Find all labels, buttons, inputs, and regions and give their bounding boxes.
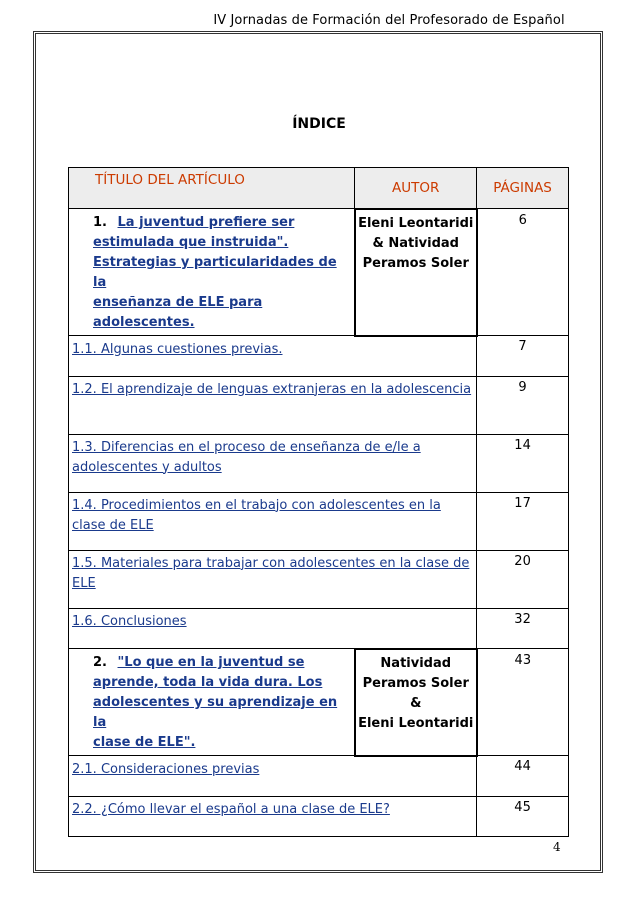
section-title[interactable] xyxy=(69,550,477,608)
toc-table xyxy=(68,167,569,837)
section-pages: 7 xyxy=(477,336,569,377)
article-row-2 xyxy=(69,649,569,756)
article-row-1 xyxy=(69,209,569,336)
section-row xyxy=(69,376,569,434)
section-link[interactable]: 1.3. Diferencias en el proceso de enseñanza de e/le a adolescentes y adultos xyxy=(72,439,421,475)
author-line: Eleni Leontaridi xyxy=(358,715,474,731)
article-2-title-line[interactable]: "Lo que en la juventud se xyxy=(117,655,305,670)
section-pages: 17 xyxy=(477,492,569,550)
author-line: Natividad xyxy=(380,655,452,671)
article-1-author xyxy=(355,209,477,336)
header-author: AUTOR xyxy=(355,168,477,209)
section-row xyxy=(69,336,569,377)
section-link[interactable]: 1.4. Procedimientos en el trabajo con adolescentes en la clase de ELE xyxy=(72,497,441,533)
author-line: Eleni Leontaridi xyxy=(358,215,474,231)
section-link[interactable]: 1.2. El aprendizaje de lenguas extranjeras en la adolescencia xyxy=(72,381,472,397)
article-1-title-line[interactable]: Estrategias y particularidades de la xyxy=(93,255,337,290)
author-line: Peramos Soler & xyxy=(362,675,469,711)
section-row xyxy=(69,608,569,649)
article-1-number: 1. xyxy=(93,215,107,230)
header-pages: PÁGINAS xyxy=(477,168,569,209)
header-title: TÍTULO DEL ARTÍCULO xyxy=(69,168,355,209)
section-link[interactable]: 2.2. ¿Cómo llevar el español a una clase de ELE? xyxy=(72,801,390,817)
section-row xyxy=(69,492,569,550)
index-title: ÍNDICE xyxy=(292,116,346,132)
author-line: & Natividad xyxy=(372,235,459,251)
running-header: IV Jornadas de Formación del Profesorado de Español xyxy=(213,13,565,28)
section-title[interactable] xyxy=(69,756,477,797)
table-header-row xyxy=(69,168,569,209)
section-pages: 20 xyxy=(477,550,569,608)
article-2-title-line[interactable]: aprende, toda la vida dura. Los xyxy=(93,675,323,690)
article-1-title-line[interactable]: La juventud prefiere ser xyxy=(117,215,295,230)
section-pages: 32 xyxy=(477,608,569,649)
article-1-title-line[interactable]: estimulada que instruida". xyxy=(93,235,289,250)
section-link[interactable]: 1.6. Conclusiones xyxy=(72,613,187,629)
section-title[interactable] xyxy=(69,796,477,836)
section-pages: 9 xyxy=(477,376,569,434)
section-title[interactable] xyxy=(69,434,477,492)
article-2-title[interactable] xyxy=(69,649,355,756)
section-title[interactable] xyxy=(69,376,477,434)
section-pages: 45 xyxy=(477,796,569,836)
section-row xyxy=(69,796,569,836)
article-1-pages: 6 xyxy=(477,209,569,336)
section-link[interactable]: 1.5. Materiales para trabajar con adolescentes en la clase de ELE xyxy=(72,555,470,591)
section-row xyxy=(69,550,569,608)
article-2-pages: 43 xyxy=(477,649,569,756)
article-2-number: 2. xyxy=(93,655,107,670)
article-1-title-line[interactable]: enseñanza de ELE para xyxy=(93,295,263,310)
page-number: 4 xyxy=(553,840,561,854)
article-2-title-line[interactable]: adolescentes y su aprendizaje en la xyxy=(93,695,338,730)
section-row xyxy=(69,756,569,797)
section-row xyxy=(69,434,569,492)
article-1-title[interactable] xyxy=(69,209,355,336)
article-2-title-line[interactable]: clase de ELE". xyxy=(93,735,196,750)
section-link[interactable]: 1.1. Algunas cuestiones previas. xyxy=(72,341,283,357)
section-title[interactable] xyxy=(69,608,477,649)
section-link[interactable]: 2.1. Consideraciones previas xyxy=(72,761,260,777)
section-title[interactable] xyxy=(69,336,477,377)
section-pages: 14 xyxy=(477,434,569,492)
section-title[interactable] xyxy=(69,492,477,550)
section-pages: 44 xyxy=(477,756,569,797)
article-1-title-line[interactable]: adolescentes. xyxy=(93,315,195,330)
author-line: Peramos Soler xyxy=(362,255,469,271)
article-2-author xyxy=(355,649,477,756)
